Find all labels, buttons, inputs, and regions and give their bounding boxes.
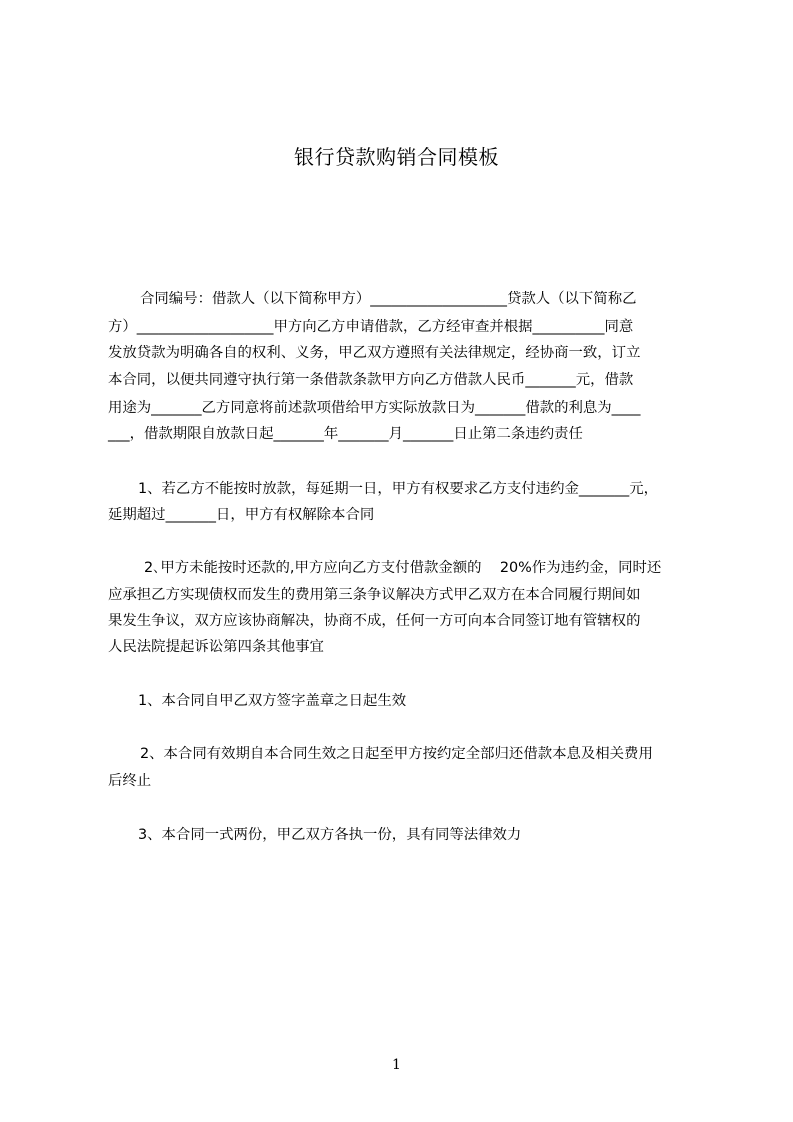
paragraph-6-line-1: 3、本合同一式两份，甲乙双方各执一份，具有同等法律效力 [138,827,522,843]
paragraph-1-line-5: 用途为_______乙方同意将前述款项借给甲方实际放款日为_______借款的利息为____ [108,400,641,416]
paragraph-4-line-1: 1、本合同自甲乙双方签字盖章之日起生效 [138,693,407,709]
paragraph-2-line-1: 1、若乙方不能按时放款，每延期一日，甲方有权要求乙方支付违约金_______元， [138,481,659,497]
paragraph-2-line-2: 延期超过_______日，甲方有权解除本合同 [108,507,375,523]
paragraph-3-line-1: 2､甲方未能按时还款的,甲方应向乙方支付借款金额的 20%作为违约金，同时还 [144,560,662,576]
paragraph-1-line-6: ___，借款期限自放款日起_______年_______月_______日止第二条违约责任 [108,426,583,442]
paragraph-1-line-3: 发放贷款为明确各自的权利、义务，甲乙双方遵照有关法律规定，经协商一致，订立 [108,345,641,361]
paragraph-3-line-4: 人民法院提起诉讼第四条其他事宜 [108,639,324,655]
page-number: 1 [392,1057,401,1073]
paragraph-3-line-3: 果发生争议，双方应该协商解决，协商不成，任何一方可向本合同签订地有管辖权的 [108,613,641,629]
paragraph-1-line-2: 方）___________________甲方向乙方申请借款，乙方经审查并根据__________同意 [108,319,634,335]
paragraph-5-line-2: 后终止 [108,773,152,789]
paragraph-1-line-1: 合同编号：借款人（以下简称甲方）___________________贷款人（以下简称乙 [140,291,637,307]
paragraph-5-line-1: 2、本合同有效期自本合同生效之日起至甲方按约定全部归还借款本息及相关费用 [140,746,653,762]
document-title: 银行贷款购销合同模板 [294,145,499,169]
paragraph-3-line-2: 应承担乙方实现债权而发生的费用第三条争议解决方式甲乙双方在本合同履行期间如 [108,587,641,603]
paragraph-1-line-4: 本合同，以便共同遵守执行第一条借款条款甲方向乙方借款人民币_______元，借款 [108,372,634,388]
